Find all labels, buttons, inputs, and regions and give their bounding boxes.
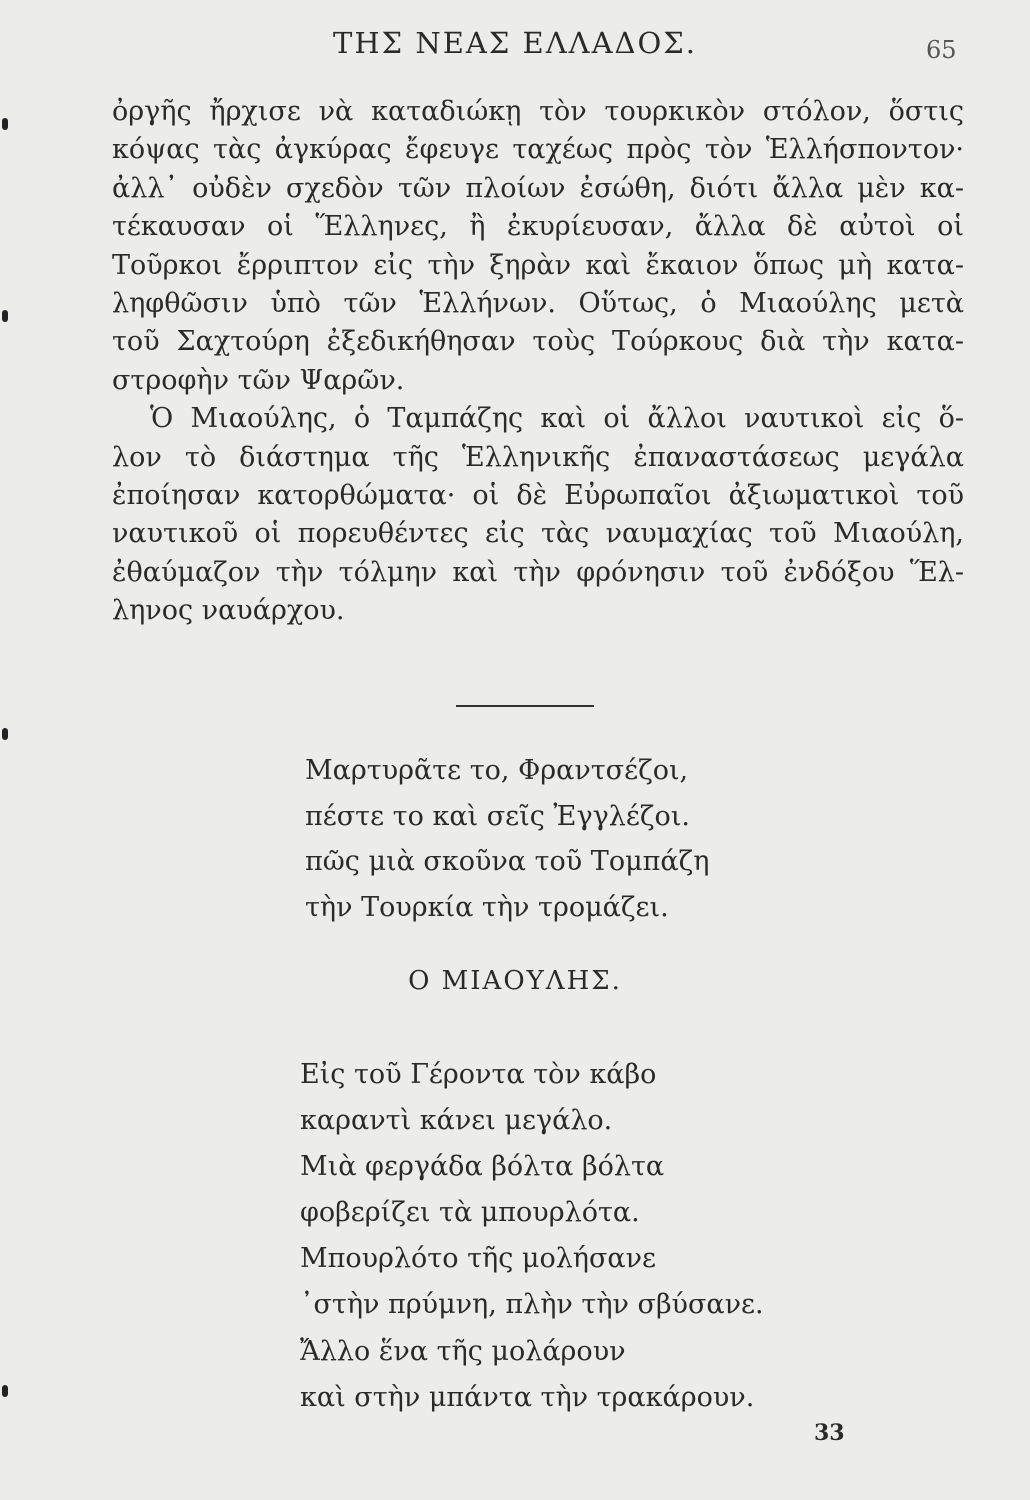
prose-line: τοῦ Σαχτούρη ἐξεδικήθησαν τοὺς Τούρκους διὰ τὴν κατα-: [112, 326, 964, 358]
prose-line: ληνος ναυάρχου.: [112, 595, 345, 627]
running-head: ΤΗΣ ΝΕΑΣ ΕΛΛΑΔΟΣ.: [332, 26, 697, 60]
verse-line: ᾽στὴν πρύμνη, πλὴν τὴν σβύσανε.: [300, 1289, 764, 1321]
verse-line: τὴν Τουρκία τὴν τρομάζει.: [305, 891, 669, 923]
verse-line: Μπουρλότο τῆς μολήσανε: [300, 1243, 657, 1275]
margin-mark: [2, 118, 8, 130]
prose-line: ἀλλ᾽ οὐδὲν σχεδὸν τῶν πλοίων ἐσώθη, διότι ἄλλα μὲν κα-: [112, 172, 964, 204]
verse-line: καραντὶ κάνει μεγάλο.: [300, 1105, 613, 1137]
prose-line: Τοῦρκοι ἔρριπτον εἰς τὴν ξηρὰν καὶ ἔκαιον ὅπως μὴ κατα-: [112, 249, 964, 281]
margin-mark: [2, 310, 8, 322]
prose-line: κόψας τὰς ἀγκύρας ἔφευγε ταχέως πρὸς τὸν Ἑλλήσποντον·: [112, 134, 964, 166]
poem-title: Ο ΜΙΑΟΥΛΗΣ.: [408, 966, 622, 996]
prose-line: λον τὸ διάστημα τῆς Ἑλληνικῆς ἐπαναστάσεως μεγάλα: [112, 441, 964, 473]
verse-line: φοβερίζει τὰ μπουρλότα.: [300, 1197, 640, 1229]
verse-line: καὶ στὴν μπάντα τὴν τρακάρουν.: [300, 1381, 755, 1413]
prose-line: ναυτικοῦ οἱ πορευθέντες εἰς τὰς ναυμαχίας τοῦ Μιαούλη,: [112, 518, 964, 550]
poem-stanza: [300, 1052, 764, 1421]
prose-line: ἐποίησαν κατορθώματα· οἱ δὲ Εὐρωπαῖοι ἀξιωματικοὶ τοῦ: [112, 479, 964, 511]
margin-mark: [2, 728, 8, 740]
prose-body: [112, 93, 964, 630]
verse-line: Μιὰ φεργάδα βόλτα βόλτα: [300, 1151, 665, 1183]
page-number: 65: [926, 36, 957, 64]
verse-line: πέστε το καὶ σεῖς Ἐγγλέζοι.: [305, 800, 690, 832]
prose-line: τέκαυσαν οἱ Ἕλληνες, ἢ ἐκυρίευσαν, ἄλλα δὲ αὐτοὶ οἱ: [112, 211, 964, 243]
section-divider: [456, 705, 594, 707]
poem-stanza: [305, 748, 709, 930]
prose-line: Ὁ Μιαούλης, ὁ Ταμπάζης καὶ οἱ ἄλλοι ναυτικοὶ εἰς ὅ-: [150, 403, 964, 435]
prose-line: στροφὴν τῶν Ψαρῶν.: [112, 364, 405, 396]
margin-mark: [2, 1385, 8, 1397]
signature-mark: 33: [814, 1420, 845, 1446]
prose-line: ὀργῆς ἤρχισε νὰ καταδιώκῃ τὸν τουρκικὸν στόλον, ὅστις: [112, 96, 964, 127]
verse-line: πῶς μιὰ σκοῦνα τοῦ Τομπάζη: [305, 846, 710, 878]
prose-line: ἐθαύμαζον τὴν τόλμην καὶ τὴν φρόνησιν τοῦ ἐνδόξου Ἕλ-: [112, 556, 964, 588]
prose-line: ληφθῶσιν ὑπὸ τῶν Ἑλλήνων. Οὕτως, ὁ Μιαούλης μετὰ: [112, 287, 964, 319]
verse-line: Εἰς τοῦ Γέροντα τὸν κάβο: [300, 1059, 657, 1090]
verse-line: Μαρτυρᾶτε το, Φραντσέζοι,: [305, 755, 689, 786]
verse-line: Ἄλλο ἕνα τῆς μολάρουν: [300, 1335, 626, 1367]
